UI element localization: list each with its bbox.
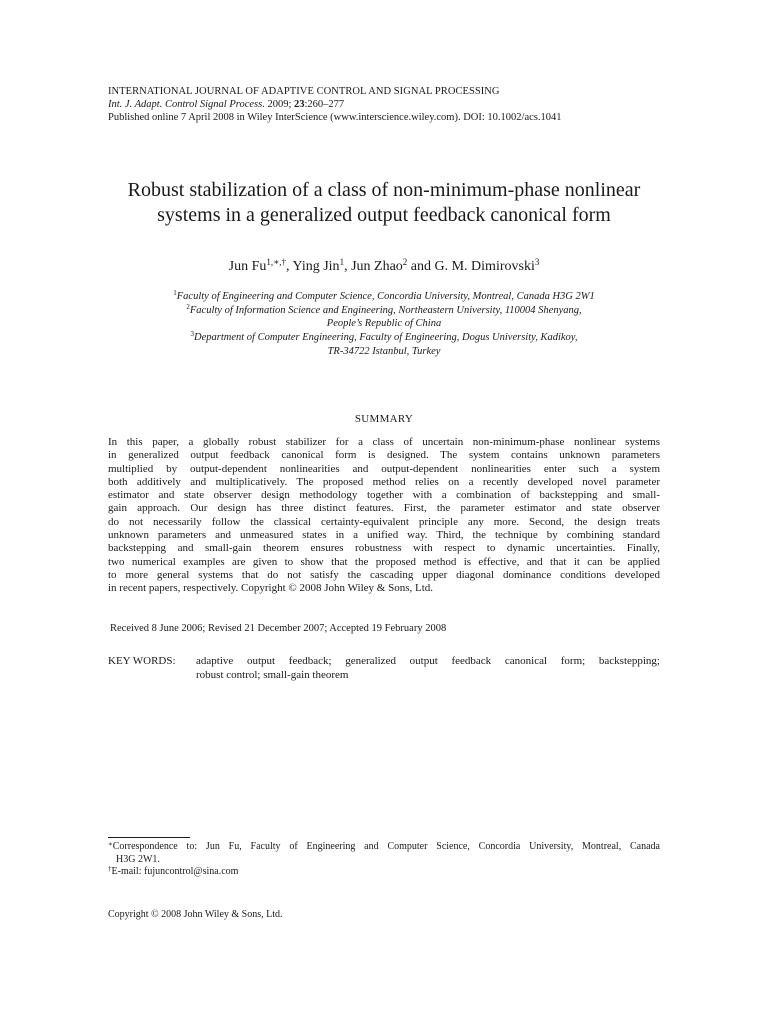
citation-volume: 23 bbox=[294, 99, 305, 110]
journal-name: INTERNATIONAL JOURNAL OF ADAPTIVE CONTROL AND SIGNAL PROCESSING bbox=[108, 86, 500, 97]
affiliation-text: Faculty of Engineering and Computer Science, Concordia University, Montreal, Canada H3G 2W1 bbox=[176, 291, 595, 302]
author-name: Jun Zhao bbox=[351, 259, 403, 274]
correspondence-text: Correspondence to: Jun Fu, Faculty of Engineering and Computer Science, Concordia University, Montreal, Canada bbox=[112, 841, 660, 852]
abstract-line: unknown parameters and unmeasured states in a unified way. Third, the technique by combining standard bbox=[108, 529, 660, 542]
affiliation-line bbox=[80, 331, 688, 345]
abstract-line: in generalized output feedback canonical form is designed. The system contains unknown parameters bbox=[108, 449, 660, 462]
abstract-line: do not necessarily follow the classical certainty-equivalent principle any more. Second, the design treats bbox=[108, 515, 660, 528]
affiliation-line bbox=[80, 290, 688, 304]
author-list bbox=[80, 258, 688, 276]
abstract-line: gain approach. Our design has three distinct features. First, the parameter estimator and state observer bbox=[108, 502, 660, 515]
citation-pages: :260–277 bbox=[304, 99, 345, 110]
journal-citation bbox=[108, 98, 668, 111]
author-separator: and bbox=[407, 259, 435, 274]
email-footnote bbox=[108, 866, 660, 879]
author-marks: 1 bbox=[339, 257, 345, 267]
footnote-divider bbox=[108, 837, 190, 838]
affiliation-mark: 1 bbox=[173, 289, 177, 297]
keywords-label: KEY WORDS: bbox=[108, 655, 176, 667]
copyright-notice: Copyright © 2008 John Wiley & Sons, Ltd. bbox=[108, 909, 283, 920]
keywords-text bbox=[196, 654, 660, 682]
affiliation-mark: 2 bbox=[186, 302, 190, 311]
abstract-line: estimator and state observer design methodology together with a combination of backstepping and small- bbox=[108, 489, 660, 502]
affiliations bbox=[80, 290, 688, 359]
author-name: Ying Jin bbox=[292, 259, 340, 274]
abstract-line: both additively and multiplicatively. The proposed method relies on a recently developed novel parameter bbox=[108, 475, 660, 488]
affiliation-mark: 3 bbox=[190, 330, 194, 339]
received-dates: Received 8 June 2006; Revised 21 December 2007; Accepted 19 February 2008 bbox=[110, 623, 447, 634]
journal-header bbox=[108, 85, 668, 124]
abstract-line: In this paper, a globally robust stabilizer for a class of uncertain non-minimum-phase nonlinear systems bbox=[108, 436, 660, 448]
affiliation-line: TR-34722 Istanbul, Turkey bbox=[327, 345, 441, 357]
author-name: Jun Fu bbox=[228, 259, 267, 274]
abstract-line: to more general systems that do not satisfy the cascading upper diagonal dominance conditions developed bbox=[108, 568, 660, 581]
author-marks: 3 bbox=[534, 257, 540, 267]
title-line-1: Robust stabilization of a class of non-minimum-phase nonlinear bbox=[127, 179, 641, 201]
affiliation-text: Faculty of Information Science and Engineering, Northeastern University, 110004 Shenyang, bbox=[189, 304, 582, 316]
abstract-line: backstepping and small-gain theorem ensures robustness with respect to dynamic uncertainties. Finally, bbox=[108, 542, 660, 555]
author-name: G. M. Dimirovski bbox=[434, 259, 535, 274]
footnote-mark: † bbox=[108, 865, 112, 874]
correspondence-continuation: H3G 2W1. bbox=[116, 853, 160, 865]
abstract-line: multiplied by output-dependent nonlinearities and output-dependent nonlinearities enter such a system bbox=[108, 462, 660, 475]
correspondence-footnote bbox=[108, 841, 660, 854]
published-line: Published online 7 April 2008 in Wiley InterScience (www.interscience.wiley.com). DOI: 10.1002/acs.1041 bbox=[108, 112, 562, 123]
citation-year: 2009; bbox=[267, 99, 292, 110]
abstract-line: in recent papers, respectively. Copyright © 2008 John Wiley & Sons, Ltd. bbox=[108, 582, 434, 595]
keywords-line-2: robust control; small-gain theorem bbox=[196, 669, 349, 681]
citation-abbrev: Int. J. Adapt. Control Signal Process. bbox=[108, 99, 265, 110]
email-text: E-mail: fujuncontrol@sina.com bbox=[111, 866, 239, 878]
author-marks: 2 bbox=[402, 257, 408, 267]
footnotes bbox=[108, 841, 660, 879]
affiliation-line bbox=[80, 304, 688, 318]
author-marks: 1,∗,† bbox=[266, 257, 286, 267]
summary-heading: SUMMARY bbox=[354, 413, 414, 425]
affiliation-text: Department of Computer Engineering, Faculty of Engineering, Dogus University, Kadikoy, bbox=[194, 332, 578, 344]
abstract bbox=[108, 436, 660, 596]
footnote-mark: ∗ bbox=[108, 840, 113, 848]
keywords-line-1: adaptive output feedback; generalized output feedback canonical form; backstepping; bbox=[196, 655, 660, 667]
paper-title bbox=[80, 178, 688, 228]
author-separator: , bbox=[344, 259, 352, 274]
affiliation-line: People’s Republic of China bbox=[326, 318, 442, 330]
abstract-line: two numerical examples are given to show that the proposed method is effective, and that it can be applied bbox=[108, 555, 660, 568]
author-separator: , bbox=[286, 259, 293, 274]
title-line-2: systems in a generalized output feedback canonical form bbox=[157, 204, 611, 226]
